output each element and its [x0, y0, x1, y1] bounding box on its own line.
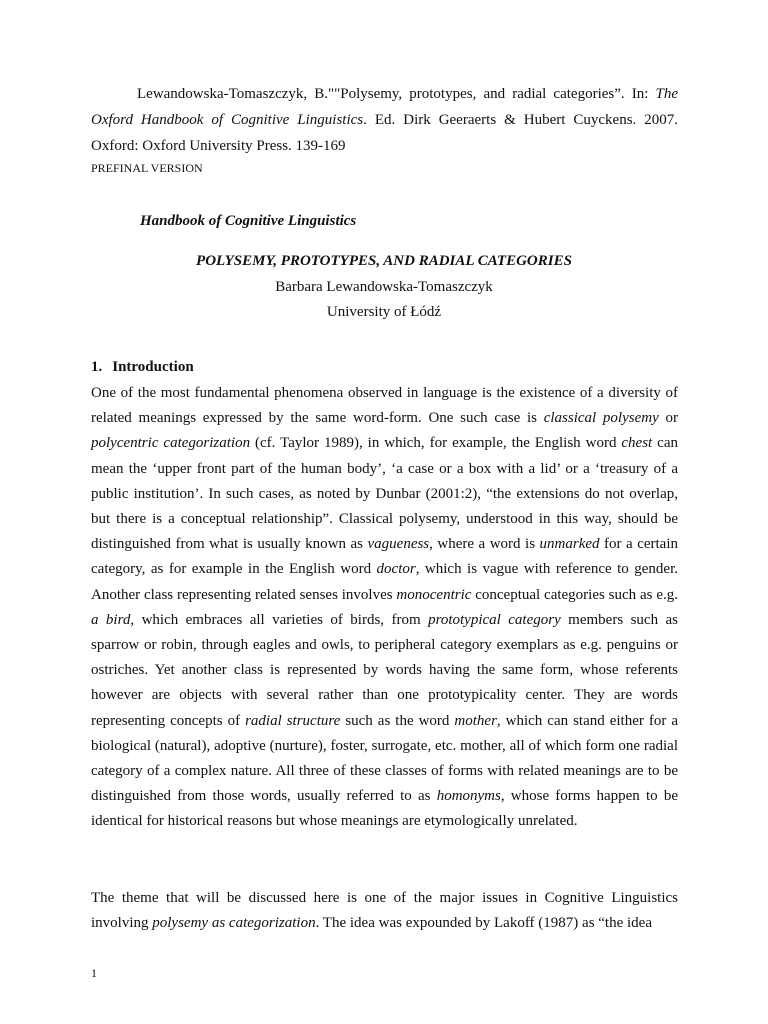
citation-in: In:: [631, 86, 649, 102]
text-run: conceptual categories such as e.g.: [471, 586, 678, 603]
text-run: members such as sparrow or robin, through eagles and owls, to peripheral category exemplars as e.g. penguins or ostriches. Yet another class is represented by words having the same form, whose referents however are objects with several rather than one prototypicality center. They are words representing concepts of: [91, 611, 679, 729]
citation: [91, 81, 678, 159]
emphasized-term: doctor: [376, 561, 416, 578]
emphasized-term: monocentric: [396, 586, 472, 603]
emphasized-term: mother: [454, 712, 497, 729]
emphasized-term: chest: [621, 435, 653, 452]
handbook-title: Handbook of Cognitive Linguistics: [140, 213, 357, 229]
citation-title: ""Polysemy, prototypes, and radial categories”.: [327, 86, 625, 102]
text-run: , which can stand either for a biological (natural), adoptive (nurture), foster, surrogate, etc. mother, all of which form one radial category of a complex nature. All three of these classes of forms with related meanings are to be distinguished from those words, usually referred to as: [91, 712, 678, 805]
article-title: POLYSEMY, PROTOTYPES, AND RADIAL CATEGORIES: [196, 253, 572, 269]
emphasized-term: polycentric categorization: [91, 435, 251, 452]
emphasized-term: unmarked: [539, 536, 600, 553]
affiliation: University of Łódź: [326, 304, 442, 320]
text-run: The theme that will be discussed here is one of the major issues in Cognitive Linguistics involving: [91, 890, 678, 932]
paragraph-theme: [91, 886, 678, 936]
emphasized-term: radial structure: [245, 712, 341, 729]
section-title: Introduction: [112, 359, 194, 375]
emphasized-term: vagueness: [367, 536, 430, 553]
emphasized-term: homonyms: [436, 788, 501, 805]
section-number: 1.: [91, 359, 103, 375]
author-name: Barbara Lewandowska-Tomaszczyk: [275, 279, 493, 295]
text-run: , which is vague with reference to gender. Another class representing related senses involves: [91, 561, 678, 603]
section-heading: [91, 359, 194, 376]
emphasized-term: polysemy as categorization: [152, 915, 316, 932]
emphasized-term: classical polysemy: [543, 410, 659, 427]
text-run: , where a word is: [429, 536, 540, 553]
text-run: , which embraces all varieties of birds, from: [130, 611, 429, 628]
paragraph-introduction: [91, 381, 678, 835]
emphasized-term: a bird: [91, 611, 131, 628]
citation-book: The Oxford Handbook of Cognitive Linguistics: [91, 86, 678, 128]
citation-author: Lewandowska-Tomaszczyk, B.: [137, 86, 328, 102]
prefinal-version-label: PREFINAL VERSION: [91, 161, 203, 175]
text-run: can mean the ‘upper front part of the human body’, ‘a case or a box with a lid’ or a ‘treasury of a public institution’. In such cases, as noted by Dunbar (2001:2), “the extensions do not overlap, but there is a conceptual relationship”. Classical polysemy, understood in this way, should be distinguished from what is usually known as: [91, 435, 678, 553]
page-number: 1: [91, 966, 97, 980]
text-run: or: [658, 410, 678, 427]
text-run: . The idea was expounded by Lakoff (1987) as “the idea: [315, 915, 652, 932]
text-run: such as the word: [340, 712, 455, 729]
text-run: (cf. Taylor 1989), in which, for example, the English word: [250, 435, 622, 452]
citation-rest: . Ed. Dirk Geeraerts & Hubert Cuyckens. 2007. Oxford: Oxford University Press. 139-169: [91, 112, 678, 154]
emphasized-term: prototypical category: [428, 611, 561, 628]
text-run: for a certain category, as for example in the English word: [91, 536, 679, 578]
text-run: One of the most fundamental phenomena observed in language is the existence of a diversity of related meanings expressed by the same word-form. One such case is: [91, 385, 678, 427]
text-run: , whose forms happen to be identical for historical reasons but whose meanings are etymologically unrelated.: [91, 788, 679, 830]
